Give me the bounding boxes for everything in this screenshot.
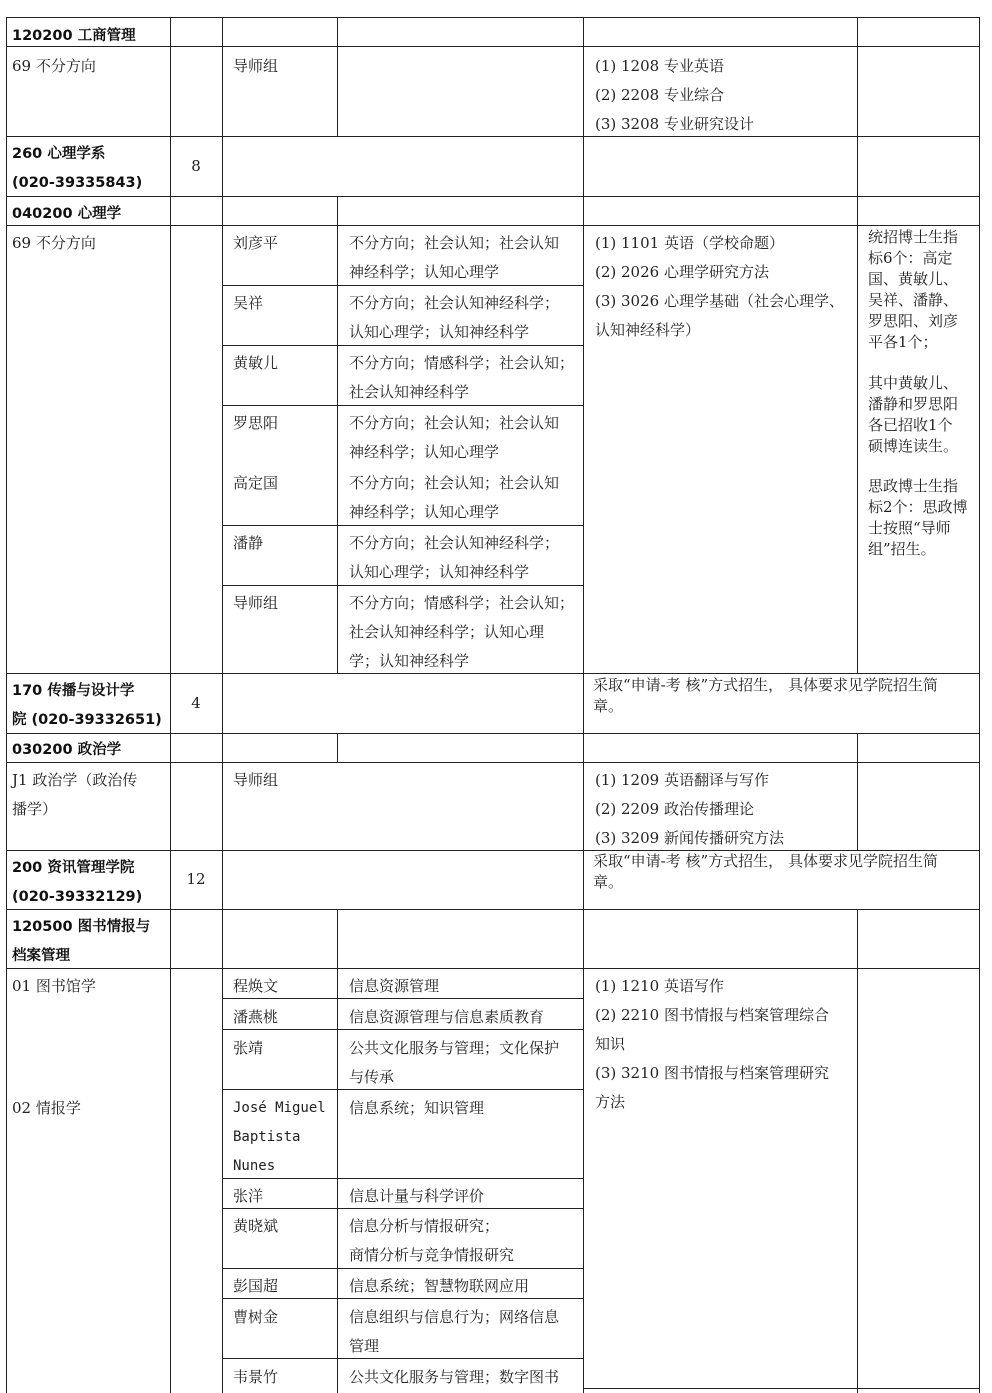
research-area: 信息计量与科学评价 xyxy=(349,1187,485,1205)
major-code: 030200 政治学 xyxy=(12,742,122,758)
exam-subject: 方法 xyxy=(595,1093,626,1111)
research-area: 公共文化服务与管理；数字图书 xyxy=(349,1368,560,1386)
exam-subject: (2) 2209 政治传播理论 xyxy=(595,800,754,818)
remark-line: 吴祥、潘静、 xyxy=(868,291,959,309)
admission-note: 章。 xyxy=(593,697,624,715)
research-direction: 69 不分方向 xyxy=(12,234,96,252)
research-area: 神经科学；认知心理学 xyxy=(349,263,500,281)
research-area: 认知心理学；认知神经科学 xyxy=(349,323,530,341)
enrollment-quota: 12 xyxy=(186,870,206,888)
research-area: 信息资源管理 xyxy=(349,977,440,995)
tutor-name: 罗思阳 xyxy=(233,414,279,432)
research-area: 信息组织与信息行为；网络信息 xyxy=(349,1308,560,1326)
department-name: 170 传播与设计学 xyxy=(12,683,135,699)
exam-subject: 知识 xyxy=(595,1035,626,1053)
research-area: 不分方向；情感科学；社会认知； xyxy=(349,594,575,612)
remark-line: 各已招收1个 xyxy=(868,416,953,434)
research-area: 商情分析与竞争情报研究 xyxy=(349,1246,515,1264)
remark-line: 标6个：高定 xyxy=(868,249,953,267)
research-area: 不分方向；社会认知神经科学； xyxy=(349,294,560,312)
tutor-name: 韦景竹 xyxy=(233,1368,279,1386)
remark-line: 统招博士生指 xyxy=(868,228,959,246)
exam-subject: (1) 1209 英语翻译与写作 xyxy=(595,771,769,789)
department-phone: 院 (020-39332651) xyxy=(12,712,162,728)
research-area: 不分方向；社会认知；社会认知 xyxy=(349,234,560,252)
tutor-name: 黄敏儿 xyxy=(233,354,279,372)
tutor-name: 曹树金 xyxy=(233,1308,279,1326)
admission-note: 采取“申请-考 核”方式招生， 具体要求见学院招生简 xyxy=(593,852,938,870)
department-phone: (020-39335843) xyxy=(12,175,143,191)
exam-subject: (3) 3026 心理学基础（社会心理学、 xyxy=(595,292,844,310)
tutor-name: Nunes xyxy=(233,1158,276,1174)
major-code: 120500 图书情报与 xyxy=(12,919,151,935)
tutor-name: 刘彦平 xyxy=(233,234,279,252)
enrollment-quota: 8 xyxy=(191,157,201,175)
exam-subject: (2) 2026 心理学研究方法 xyxy=(595,263,769,281)
research-area: 不分方向；社会认知；社会认知 xyxy=(349,474,560,492)
research-area: 信息分析与情报研究； xyxy=(349,1217,500,1235)
tutor-name: Baptista xyxy=(233,1129,301,1145)
major-code: 120200 工商管理 xyxy=(12,28,136,44)
major-code: 档案管理 xyxy=(12,948,70,964)
research-area: 认知心理学；认知神经科学 xyxy=(349,563,530,581)
tutor-name: 张靖 xyxy=(233,1039,264,1057)
exam-subject: (1) 1101 英语（学校命题） xyxy=(595,234,784,252)
research-area: 神经科学；认知心理学 xyxy=(349,503,500,521)
research-area: 信息系统；智慧物联网应用 xyxy=(349,1277,530,1295)
exam-subject: (1) 1208 专业英语 xyxy=(595,57,724,75)
exam-subject: (2) 2208 专业综合 xyxy=(595,86,724,104)
remark-line: 标2个：思政博 xyxy=(868,498,968,516)
department-phone: (020-39332129) xyxy=(12,889,143,905)
tutor-name: 张洋 xyxy=(233,1187,264,1205)
research-area: 与传承 xyxy=(349,1068,395,1086)
tutor-name: 彭国超 xyxy=(233,1277,279,1295)
major-code: 040200 心理学 xyxy=(12,206,122,222)
research-area: 不分方向；社会认知神经科学； xyxy=(349,534,560,552)
remark-line: 平各1个； xyxy=(868,333,938,351)
exam-subject: (3) 3210 图书情报与档案管理研究 xyxy=(595,1064,829,1082)
research-direction: 播学） xyxy=(12,800,58,818)
remark-line: 罗思阳、刘彦 xyxy=(868,312,959,330)
tutor-name: 程焕文 xyxy=(233,977,279,995)
department-name: 260 心理学系 xyxy=(12,146,106,162)
research-direction: 02 情报学 xyxy=(12,1099,81,1117)
research-area: 信息系统；知识管理 xyxy=(349,1099,485,1117)
research-direction: 69 不分方向 xyxy=(12,57,96,75)
exam-subject: 认知神经科学） xyxy=(595,321,701,339)
tutor-name: 高定国 xyxy=(233,474,279,492)
research-area: 神经科学；认知心理学 xyxy=(349,443,500,461)
research-direction: 01 图书馆学 xyxy=(12,977,96,995)
remark-line: 其中黄敏儿、 xyxy=(868,374,959,392)
research-area: 不分方向；社会认知；社会认知 xyxy=(349,414,560,432)
research-area: 信息资源管理与信息素质教育 xyxy=(349,1008,545,1026)
tutor-name: 潘静 xyxy=(233,534,264,552)
admission-note: 章。 xyxy=(593,873,624,891)
remark-line: 士按照“导师 xyxy=(868,519,951,537)
tutor-name: 吴祥 xyxy=(233,294,264,312)
tutor-name: 导师组 xyxy=(233,594,279,612)
research-area: 管理 xyxy=(349,1337,380,1355)
remark-line: 国、黄敏儿、 xyxy=(868,270,959,288)
tutor-name: 潘燕桃 xyxy=(233,1008,279,1026)
exam-subject: (1) 1210 英语写作 xyxy=(595,977,724,995)
remark-line: 思政博士生指 xyxy=(868,477,959,495)
research-area: 学；认知神经科学 xyxy=(349,652,470,670)
admission-note: 采取“申请-考 核”方式招生， 具体要求见学院招生简 xyxy=(593,676,938,694)
research-direction: J1 政治学（政治传 xyxy=(12,771,138,789)
research-area: 公共文化服务与管理；文化保护 xyxy=(349,1039,560,1057)
tutor-name: 导师组 xyxy=(233,57,279,75)
remark-line: 硕博连读生。 xyxy=(868,437,959,455)
tutor-name: 导师组 xyxy=(233,771,279,789)
research-area: 社会认知神经科学 xyxy=(349,383,470,401)
enrollment-quota: 4 xyxy=(191,694,201,712)
research-area: 社会认知神经科学；认知心理 xyxy=(349,623,545,641)
research-area: 不分方向；情感科学；社会认知； xyxy=(349,354,575,372)
tutor-name: José Miguel xyxy=(233,1100,326,1116)
remark-line: 组”招生。 xyxy=(868,540,936,558)
department-name: 200 资讯管理学院 xyxy=(12,860,135,876)
exam-subject: (3) 3208 专业研究设计 xyxy=(595,115,754,133)
exam-subject: (2) 2210 图书情报与档案管理综合 xyxy=(595,1006,829,1024)
tutor-name: 黄晓斌 xyxy=(233,1217,279,1235)
remark-line: 潘静和罗思阳 xyxy=(868,395,959,413)
exam-subject: (3) 3209 新闻传播研究方法 xyxy=(595,829,784,847)
